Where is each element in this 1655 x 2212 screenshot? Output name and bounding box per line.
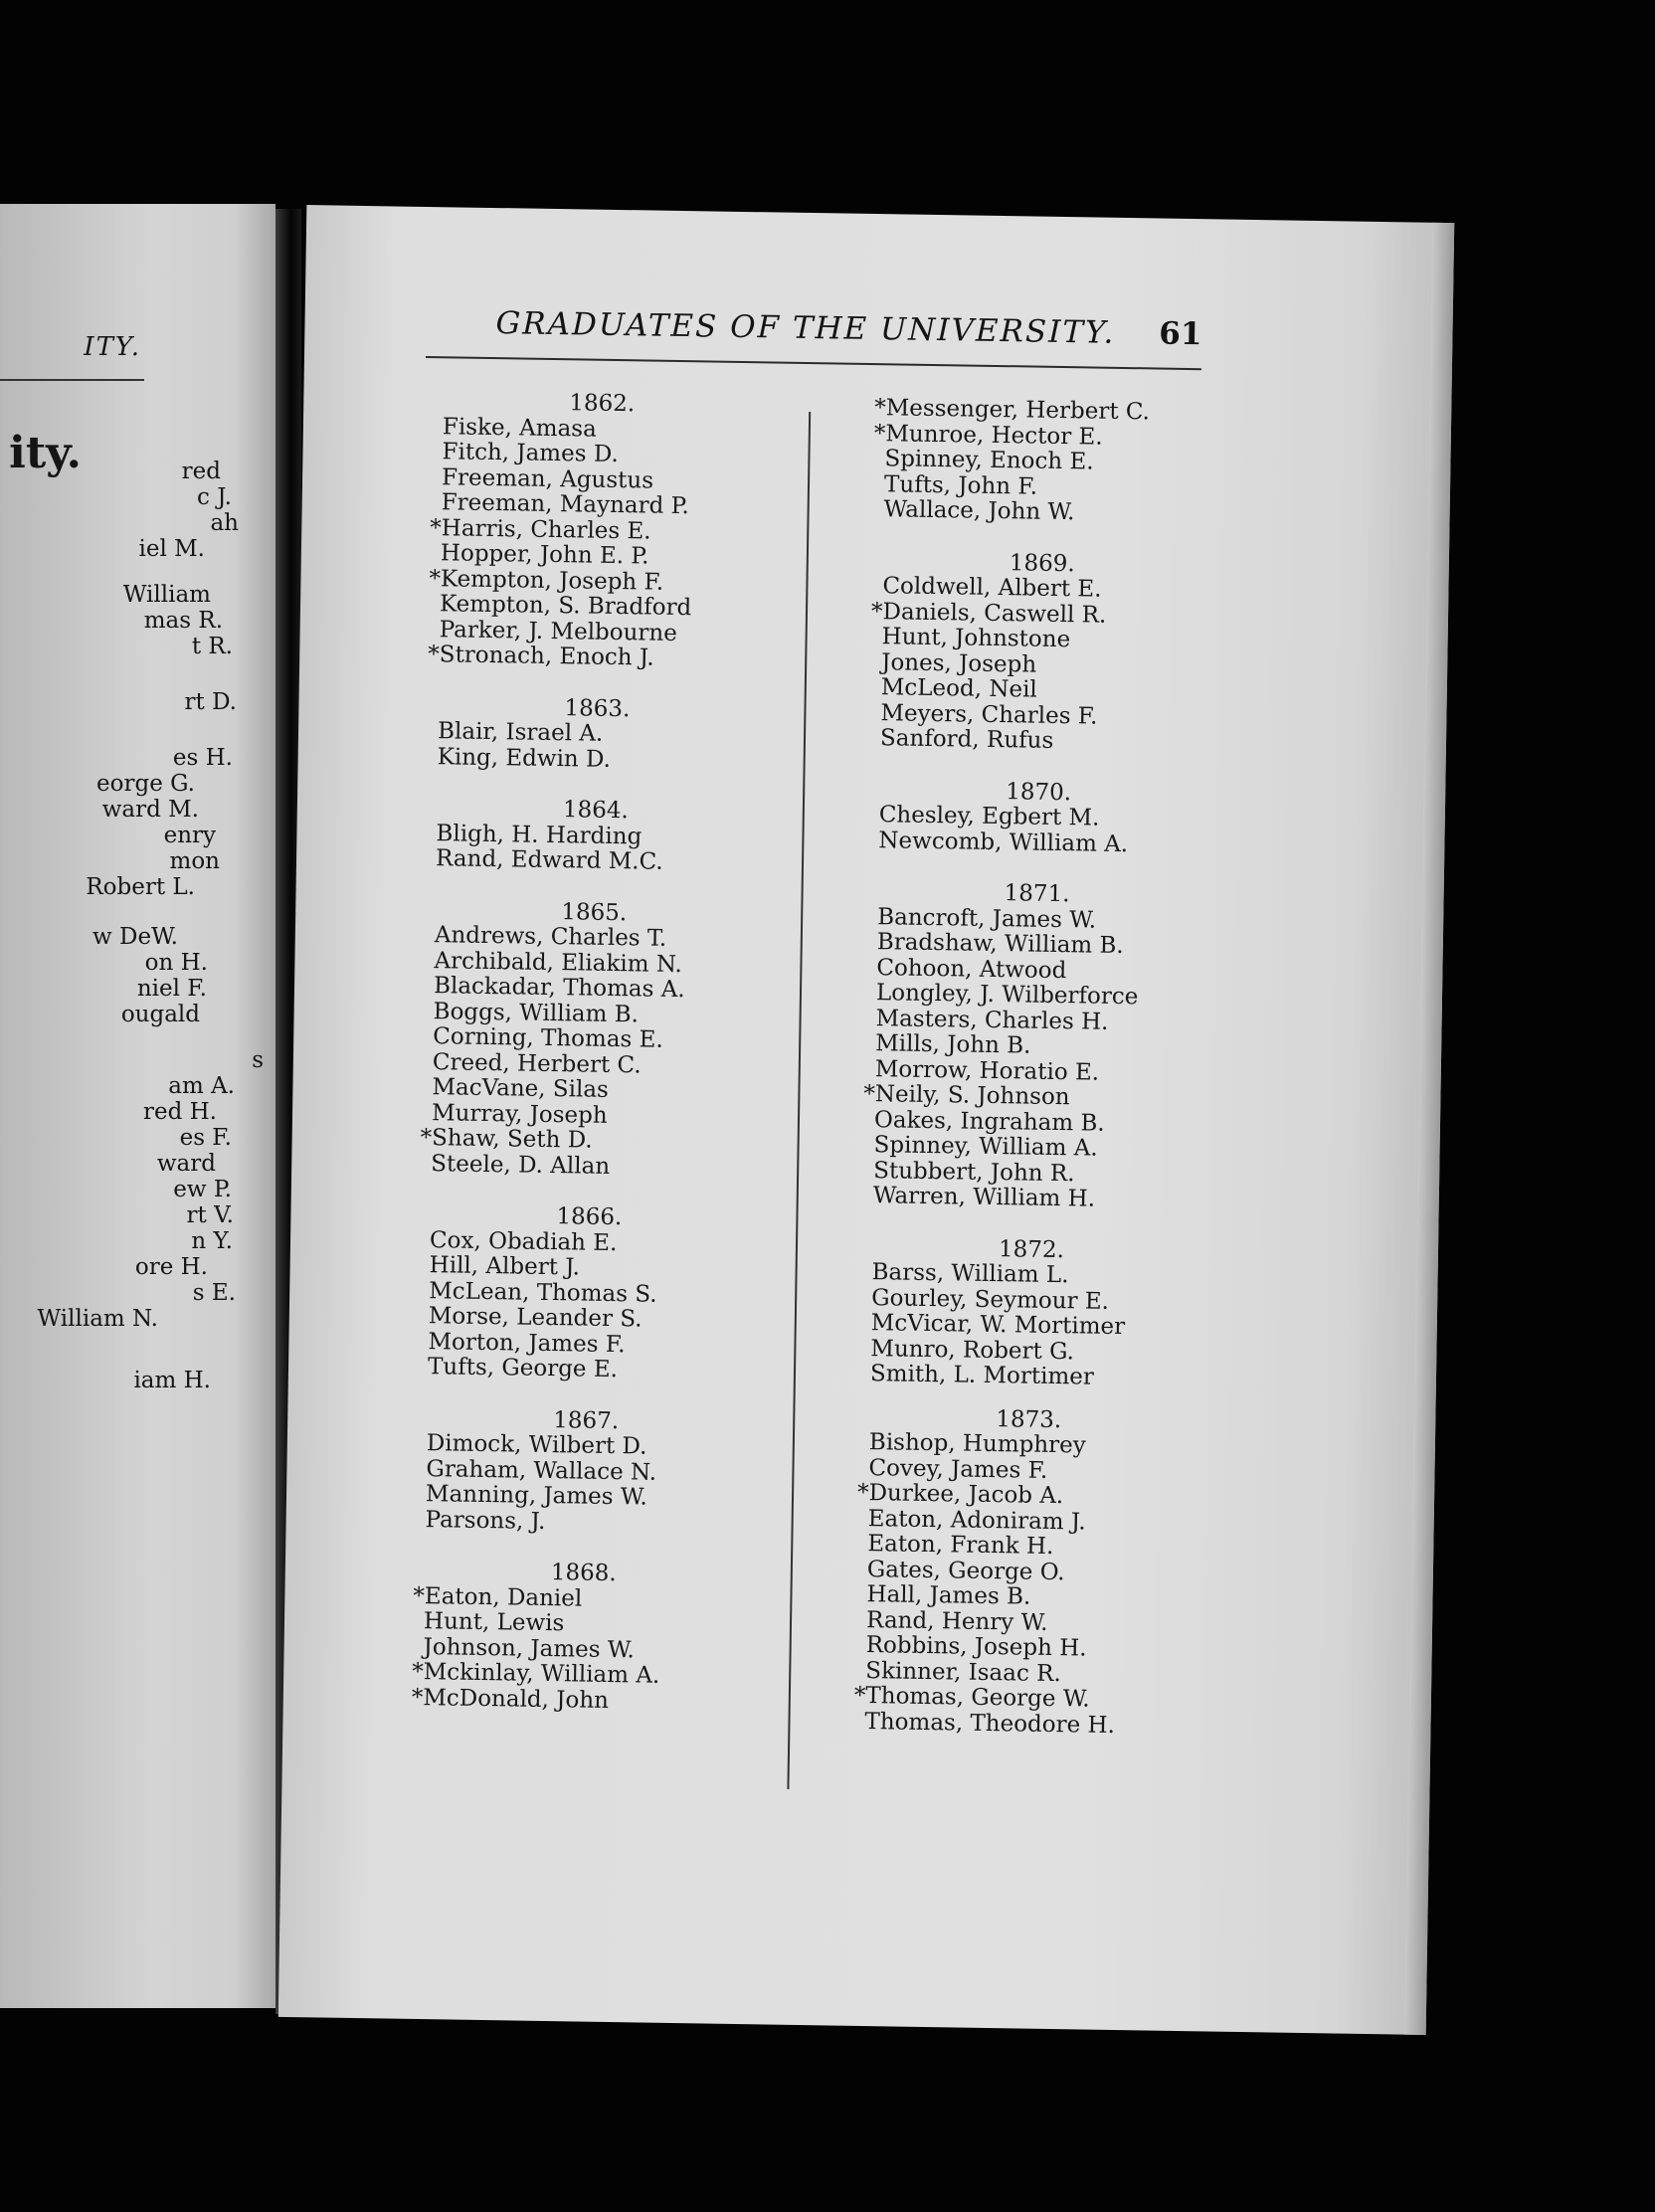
- graduate-name: Meyers, Charles F.: [880, 699, 1098, 730]
- graduate-name: *Eaton, Daniel: [413, 1582, 583, 1612]
- graduate-name: Eaton, Adoniram J.: [867, 1505, 1086, 1536]
- graduate-name: Parsons, J.: [425, 1506, 546, 1535]
- name-fragment: enry: [163, 823, 216, 848]
- year-heading: 1862.: [569, 390, 636, 418]
- graduate-name: *Daniels, Caswell R.: [870, 598, 1107, 629]
- page-header: [427, 304, 1202, 353]
- name-fragment: es F.: [179, 1125, 232, 1151]
- graduate-name: Boggs, William B.: [433, 998, 640, 1027]
- name-fragment: iam H.: [133, 1368, 211, 1393]
- graduate-name: Gates, George O.: [866, 1556, 1065, 1585]
- graduate-name: Mills, John B.: [875, 1030, 1031, 1059]
- graduate-name: Murray, Joseph: [431, 1099, 608, 1129]
- left-page: [0, 204, 276, 2008]
- graduate-name: Morrow, Horatio E.: [874, 1055, 1100, 1086]
- graduate-name: Corning, Thomas E.: [433, 1023, 663, 1053]
- graduate-name: Morse, Leander S.: [428, 1303, 643, 1333]
- graduate-name: Hall, James B.: [866, 1581, 1031, 1610]
- name-fragment: mon: [169, 848, 220, 874]
- graduate-name: Hunt, Lewis: [423, 1608, 565, 1637]
- name-fragment: William: [122, 582, 211, 608]
- name-fragment: iel M.: [138, 536, 205, 562]
- column-divider: [787, 412, 811, 1789]
- graduate-name: Manning, James W.: [425, 1481, 648, 1511]
- name-fragment: William N.: [37, 1306, 158, 1332]
- graduate-name: Kempton, S. Bradford: [439, 591, 692, 622]
- graduate-name: MacVane, Silas: [432, 1074, 610, 1103]
- graduate-name: Warren, William H.: [872, 1183, 1096, 1212]
- left-heading-fragment: ity.: [9, 428, 82, 478]
- graduate-name: Oakes, Ingraham B.: [873, 1106, 1105, 1137]
- page-number: 61: [1159, 315, 1202, 353]
- name-fragment: Robert L.: [86, 874, 195, 900]
- name-fragment: ore H.: [134, 1254, 208, 1280]
- name-fragment: on H.: [144, 950, 208, 976]
- graduate-name: Graham, Wallace N.: [426, 1455, 657, 1486]
- graduate-name: *Durkee, Jacob A.: [856, 1479, 1064, 1510]
- name-fragment: red: [181, 459, 221, 484]
- year-heading: 1866.: [556, 1203, 623, 1231]
- graduate-name: Cohoon, Atwood: [876, 954, 1067, 984]
- running-title: GRADUATES OF THE UNIVERSITY.: [495, 305, 1116, 351]
- graduate-name: Andrews, Charles T.: [434, 922, 667, 952]
- graduate-name: *Messenger, Herbert C.: [874, 395, 1151, 426]
- name-fragment: ward: [156, 1151, 216, 1177]
- year-heading: 1870.: [1006, 778, 1072, 806]
- graduate-name: Covey, James F.: [868, 1454, 1048, 1484]
- right-page: [278, 205, 1454, 2035]
- graduate-name: Spinney, William A.: [873, 1132, 1098, 1162]
- name-fragment: t R.: [191, 634, 233, 659]
- year-heading: 1865.: [561, 898, 628, 926]
- graduate-name: Bligh, H. Harding: [436, 820, 643, 849]
- name-fragment: c J.: [197, 484, 232, 510]
- year-heading: 1867.: [553, 1406, 620, 1434]
- graduate-name: McVicar, W. Mortimer: [870, 1310, 1126, 1341]
- graduate-name: Archibald, Eliakim N.: [434, 947, 683, 978]
- graduate-name: *Harris, Charles E.: [430, 514, 651, 545]
- year-heading: 1873.: [996, 1405, 1062, 1433]
- graduate-name: Hunt, Johnstone: [881, 624, 1071, 653]
- graduate-name: *Mckinlay, William A.: [412, 1658, 660, 1689]
- graduate-name: Wallace, John W.: [883, 496, 1075, 526]
- graduate-name: Spinney, Enoch E.: [884, 446, 1094, 475]
- name-fragment: ward M.: [101, 797, 199, 823]
- year-heading: 1871.: [1004, 880, 1070, 908]
- year-heading: 1869.: [1009, 549, 1075, 577]
- graduate-name: Robbins, Joseph H.: [865, 1632, 1087, 1662]
- name-fragment: rt V.: [186, 1202, 234, 1228]
- graduate-name: Newcomb, William A.: [878, 827, 1129, 857]
- name-fragment: red H.: [142, 1099, 217, 1125]
- graduate-name: Jones, Joseph: [881, 648, 1037, 678]
- graduate-name: Dimock, Wilbert D.: [426, 1430, 647, 1460]
- right-column: [853, 395, 1154, 1739]
- name-fragment: mas R.: [143, 608, 223, 634]
- name-fragment: n Y.: [191, 1228, 233, 1254]
- name-fragment: ew P.: [173, 1177, 232, 1202]
- graduate-name: *Shaw, Seth D.: [420, 1124, 593, 1154]
- page-edge: [1404, 223, 1455, 2035]
- graduate-name: Sanford, Rufus: [879, 725, 1054, 754]
- graduate-name: Masters, Charles H.: [875, 1005, 1109, 1035]
- name-fragment: es H.: [172, 745, 233, 771]
- graduate-name: Steele, D. Allan: [431, 1150, 611, 1180]
- graduate-name: Bancroft, James W.: [877, 903, 1097, 934]
- graduate-name: Tufts, George E.: [427, 1354, 619, 1383]
- name-fragment: ougald: [120, 1002, 200, 1027]
- name-fragment: s: [252, 1047, 264, 1073]
- left-running-title-fragment: ITY.: [84, 332, 141, 362]
- graduate-name: Morton, James F.: [428, 1328, 626, 1358]
- name-fragment: am A.: [168, 1073, 235, 1099]
- graduate-name: Fitch, James D.: [442, 439, 619, 468]
- graduate-name: Cox, Obadiah E.: [429, 1226, 618, 1256]
- graduate-name: Thomas, Theodore H.: [864, 1708, 1116, 1739]
- graduate-name: Skinner, Isaac R.: [865, 1657, 1062, 1687]
- graduate-name: *Kempton, Joseph F.: [429, 565, 664, 596]
- graduate-name: Rand, Edward M.C.: [435, 845, 663, 875]
- graduate-name: Hill, Albert J.: [429, 1252, 581, 1281]
- graduate-name: *Stronach, Enoch J.: [428, 642, 654, 671]
- header-rule: [426, 356, 1201, 370]
- name-fragment: rt D.: [184, 689, 237, 715]
- graduate-name: Blackadar, Thomas A.: [433, 973, 685, 1004]
- graduate-name: Creed, Herbert C.: [432, 1048, 642, 1078]
- graduate-name: King, Edwin D.: [437, 743, 612, 773]
- year-heading: 1863.: [564, 694, 631, 722]
- year-heading: 1868.: [550, 1560, 617, 1587]
- graduate-name: Longley, J. Wilberforce: [875, 980, 1139, 1011]
- graduate-name: Bradshaw, William B.: [876, 929, 1124, 960]
- graduate-name: Fiske, Amasa: [442, 413, 598, 443]
- graduate-name: Bishop, Humphrey: [868, 1429, 1086, 1459]
- graduate-name: Smith, L. Mortimer: [869, 1361, 1095, 1390]
- graduate-name: *McDonald, John: [411, 1684, 610, 1714]
- graduate-name: Eaton, Frank H.: [867, 1531, 1054, 1561]
- left-column: [411, 389, 712, 1715]
- graduate-name: Johnson, James W.: [423, 1633, 635, 1663]
- graduate-name: Rand, Henry W.: [865, 1606, 1048, 1636]
- graduate-name: Parker, J. Melbourne: [439, 616, 678, 646]
- left-header-rule: [0, 379, 144, 381]
- name-fragment: s E.: [192, 1280, 236, 1306]
- graduate-name: McLean, Thomas S.: [429, 1277, 657, 1308]
- name-fragment: ah: [210, 510, 239, 536]
- graduate-name: Munro, Robert G.: [870, 1335, 1075, 1365]
- name-fragment: eorge G.: [96, 771, 195, 797]
- name-fragment: w DeW.: [92, 924, 178, 950]
- graduate-name: *Neily, S. Johnson: [863, 1080, 1070, 1111]
- graduate-name: *Munroe, Hector E.: [873, 420, 1103, 451]
- graduate-name: Blair, Israel A.: [437, 718, 604, 747]
- graduate-name: Freeman, Maynard P.: [441, 489, 689, 520]
- graduate-name: McLeod, Neil: [880, 674, 1037, 703]
- graduate-name: Coldwell, Albert E.: [882, 573, 1102, 603]
- graduate-name: Chesley, Egbert M.: [878, 802, 1100, 831]
- graduate-name: Tufts, John F.: [883, 470, 1038, 500]
- graduate-name: Barss, William L.: [871, 1259, 1069, 1289]
- name-fragment: niel F.: [136, 976, 207, 1002]
- year-heading: 1864.: [562, 797, 629, 825]
- graduate-name: Stubbert, John R.: [873, 1157, 1075, 1187]
- graduate-name: Gourley, Seymour E.: [870, 1284, 1110, 1315]
- graduate-name: Hopper, John E. P.: [440, 540, 649, 570]
- graduate-name: *Thomas, George W.: [853, 1682, 1090, 1713]
- year-heading: 1872.: [998, 1235, 1065, 1263]
- graduate-name: Freeman, Agustus: [441, 463, 654, 494]
